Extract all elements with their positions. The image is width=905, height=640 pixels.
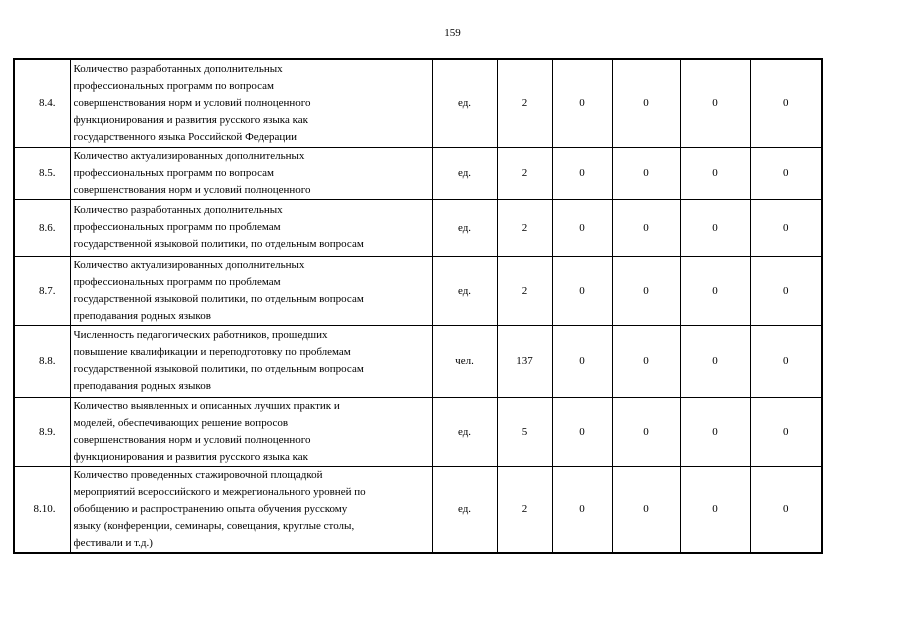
page-number: 159 [444, 27, 461, 39]
value-cell: 0 [680, 199, 750, 256]
table-row [14, 325, 822, 397]
table-row [14, 256, 822, 325]
value-cell: 2 [497, 199, 552, 256]
row-number: 8.6. [14, 199, 70, 256]
description-line: преподавания родных языков [73, 309, 211, 322]
value-cell: 0 [612, 199, 680, 256]
value-cell: 0 [612, 256, 680, 325]
description-line: Количество выявленных и описанных лучших практик и [73, 399, 340, 412]
value-cell: 0 [612, 397, 680, 466]
table-body [14, 59, 822, 553]
description-line: мероприятий всероссийского и межрегионального уровней по [73, 485, 366, 498]
value-cell: 137 [497, 325, 552, 397]
row-number: 8.10. [14, 466, 70, 553]
row-number: 8.9. [14, 397, 70, 466]
description-line: Количество актуализированных дополнительных [73, 149, 305, 162]
value-cell: 0 [750, 256, 822, 325]
indicator-description [70, 147, 432, 199]
value-cell: 0 [612, 59, 680, 147]
value-cell: 5 [497, 397, 552, 466]
value-cell: 0 [750, 147, 822, 199]
description-line: обобщению и распространению опыта обучения русскому [73, 502, 348, 515]
value-cell: 0 [612, 466, 680, 553]
description-line: профессиональных программ по проблемам [73, 221, 281, 233]
value-cell: 0 [680, 147, 750, 199]
value-cell: 0 [680, 397, 750, 466]
description-line: профессиональных программ по вопросам [73, 79, 274, 92]
description-line: преподавания родных языков [73, 380, 211, 392]
description-line: фестивали и т.д.) [73, 536, 153, 549]
table-row [14, 59, 822, 147]
indicators-table [13, 58, 823, 554]
value-cell: 0 [612, 325, 680, 397]
value-cell: 0 [680, 59, 750, 147]
unit-cell: ед. [432, 397, 497, 466]
description-line: государственной языковой политики, по отдельным вопросам [73, 238, 364, 250]
value-cell: 0 [680, 256, 750, 325]
description-line: функционирования и развития русского языка как [73, 113, 308, 126]
description-line: государственной языковой политики, по отдельным вопросам [73, 363, 364, 375]
row-number: 8.8. [14, 325, 70, 397]
indicator-description [70, 397, 432, 466]
indicator-description [70, 199, 432, 256]
value-cell: 2 [497, 256, 552, 325]
unit-cell: ед. [432, 199, 497, 256]
description-line: государственной языковой политики, по отдельным вопросам [73, 292, 364, 305]
value-cell: 2 [497, 59, 552, 147]
description-line: Количество проведенных стажировочной площадкой [73, 468, 323, 481]
indicator-description [70, 59, 432, 147]
description-line: совершенствования норм и условий полноценного [73, 433, 311, 446]
description-line: Количество разработанных дополнительных [73, 62, 283, 75]
description-line: моделей, обеспечивающих решение вопросов [73, 416, 289, 429]
description-line: языку (конференции, семинары, совещания, круглые столы, [73, 519, 355, 532]
value-cell: 0 [552, 325, 612, 397]
unit-cell: ед. [432, 59, 497, 147]
row-number: 8.7. [14, 256, 70, 325]
value-cell: 0 [750, 325, 822, 397]
value-cell: 0 [750, 466, 822, 553]
value-cell: 0 [552, 256, 612, 325]
value-cell: 0 [680, 466, 750, 553]
description-line: функционирования и развития русского языка как [73, 450, 308, 463]
value-cell: 0 [552, 199, 612, 256]
value-cell: 0 [750, 59, 822, 147]
value-cell: 0 [552, 466, 612, 553]
row-number: 8.4. [14, 59, 70, 147]
indicator-description [70, 256, 432, 325]
value-cell: 0 [612, 147, 680, 199]
value-cell: 0 [680, 325, 750, 397]
description-line: совершенствования норм и условий полноценного [73, 183, 311, 196]
indicator-description [70, 466, 432, 553]
unit-cell: ед. [432, 466, 497, 553]
row-number: 8.5. [14, 147, 70, 199]
table-row [14, 199, 822, 256]
indicator-description [70, 325, 432, 397]
value-cell: 0 [552, 147, 612, 199]
unit-cell: ед. [432, 147, 497, 199]
description-line: Численность педагогических работников, прошедших [73, 329, 328, 341]
value-cell: 0 [552, 397, 612, 466]
value-cell: 2 [497, 147, 552, 199]
value-cell: 0 [552, 59, 612, 147]
unit-cell: ед. [432, 256, 497, 325]
description-line: государственного языка Российской Федерации [73, 130, 298, 143]
table-row [14, 466, 822, 553]
description-line: профессиональных программ по проблемам [73, 275, 281, 288]
value-cell: 0 [750, 199, 822, 256]
description-line: совершенствования норм и условий полноценного [73, 96, 311, 109]
description-line: повышение квалификации и переподготовку по проблемам [73, 346, 351, 358]
unit-cell: чел. [432, 325, 497, 397]
description-line: Количество разработанных дополнительных [73, 204, 283, 216]
value-cell: 0 [750, 397, 822, 466]
value-cell: 2 [497, 466, 552, 553]
description-line: профессиональных программ по вопросам [73, 166, 274, 179]
table-row [14, 397, 822, 466]
description-line: Количество актуализированных дополнительных [73, 258, 305, 271]
table-row [14, 147, 822, 199]
